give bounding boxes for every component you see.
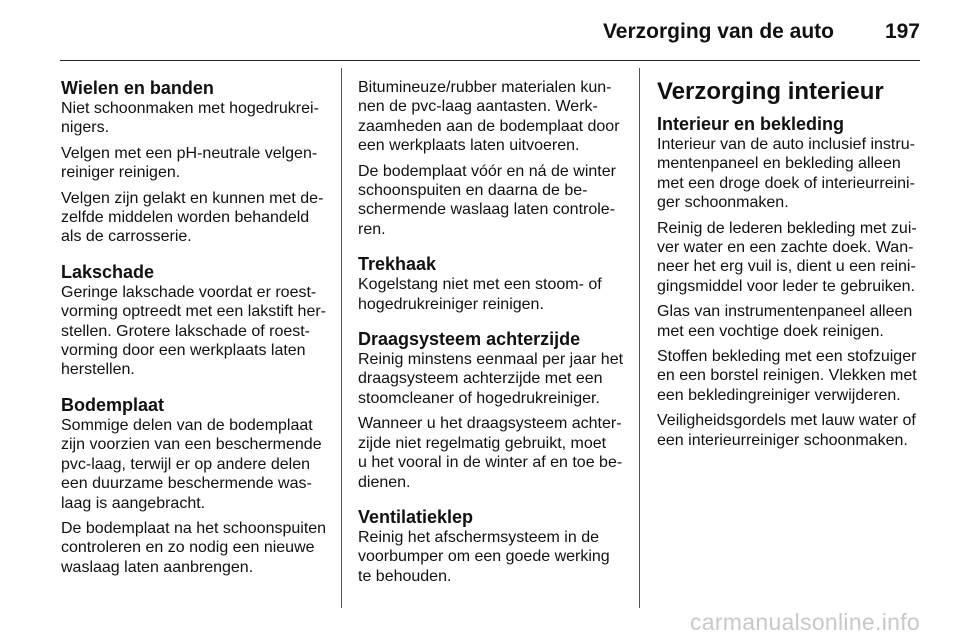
text-line: zijn voorzien van een beschermende	[61, 436, 322, 454]
section-heading: Lakschade	[61, 261, 155, 282]
section	[358, 507, 623, 586]
text-line: een interieurreiniger schoonmaken.	[657, 431, 908, 449]
paragraph	[61, 283, 327, 380]
text-line: zelfde middelen worden behandeld	[61, 209, 310, 227]
column-divider	[341, 68, 342, 608]
section-heading: Ventilatieklep	[358, 506, 474, 527]
page-title: Verzorging van de auto	[602, 20, 834, 43]
text-line: vorming door een werkplaats laten	[61, 342, 306, 360]
paragraph	[657, 411, 922, 450]
text-line: Velgen zijn gelakt en kunnen met de-	[61, 189, 324, 207]
text-line: laag is aangebracht.	[61, 494, 206, 512]
section-heading: Wielen en banden	[61, 78, 214, 98]
text-line: een werkplaats laten uitvoeren.	[358, 137, 580, 155]
text-line: nen de pvc-laag aantasten. Werk-	[358, 98, 598, 116]
text-line: Velgen met een pH-neutrale velgen-	[61, 144, 318, 162]
section-heading: Draagsysteem achterzijde	[358, 329, 581, 350]
section-heading: Interieur en bekleding	[657, 114, 845, 134]
watermark: carmanualsonline.info	[689, 609, 920, 635]
text-line: Reinig minstens eenmaal per jaar het	[358, 351, 624, 369]
section	[61, 395, 327, 577]
section	[358, 78, 623, 239]
text-line: controleren en zo nodig een nieuwe	[61, 539, 315, 557]
text-line: dienen.	[358, 473, 411, 491]
text-line: u het vooral in de winter af en toe be-	[358, 454, 623, 472]
text-line: met een droge doek of interieurreini-	[657, 174, 915, 192]
paragraph	[657, 219, 922, 297]
paragraph	[358, 275, 623, 314]
section-heading: Trekhaak	[358, 254, 437, 275]
text-line: nigers.	[61, 119, 110, 137]
text-line: schermende waslaag laten controle-	[358, 201, 616, 219]
column-right	[657, 78, 922, 465]
text-line: stellen. Grotere lakschade of roest-	[61, 322, 311, 340]
text-line: te behouden.	[358, 567, 452, 585]
paragraph	[657, 347, 922, 405]
column-left	[61, 78, 327, 592]
text-line: Stoffen bekleding met een stofzuiger	[657, 348, 917, 366]
text-line: een duurzame beschermende was-	[61, 475, 312, 493]
column-middle	[358, 78, 623, 601]
text-line: schoonspuiten en daarna de be-	[358, 182, 588, 200]
text-line: Reinig het afschermsysteem in de	[358, 528, 599, 546]
section	[358, 254, 623, 314]
text-line: draagsysteem achterzijde met een	[358, 370, 603, 388]
text-line: waslaag laten aanbrengen.	[61, 558, 254, 576]
paragraph	[61, 189, 327, 247]
paragraph	[61, 519, 327, 577]
text-line: ver water en een zachte doek. Wan-	[657, 239, 914, 257]
text-line: vorming optreedt met een lakstift her-	[61, 303, 327, 321]
page-number: 197	[884, 20, 920, 43]
text-line: Geringe lakschade voordat er roest-	[61, 283, 317, 301]
paragraph	[657, 135, 922, 213]
text-line: Bitumineuze/rubber materialen kun-	[358, 79, 612, 96]
section	[61, 78, 327, 247]
text-line: zijde niet regelmatig gebruikt, moet	[358, 434, 607, 452]
text-line: ren.	[358, 220, 386, 238]
text-line: met een vochtige doek reinigen.	[657, 322, 884, 340]
text-line: als de carrosserie.	[61, 228, 192, 246]
text-line: Sommige delen van de bodemplaat	[61, 416, 313, 434]
text-line: pvc-laag, terwijl er op andere delen	[61, 455, 311, 473]
section	[657, 114, 922, 450]
text-line: Interieur van de auto inclusief instru-	[657, 136, 915, 153]
paragraph	[61, 144, 327, 183]
text-line: Kogelstang niet met een stoom- of	[358, 276, 602, 294]
paragraph	[657, 302, 922, 341]
chapter-title: Verzorging interieur	[657, 78, 884, 105]
paragraph	[61, 99, 327, 138]
header-rule	[60, 60, 920, 61]
text-line: een bekledingreiniger verwijderen.	[657, 386, 901, 404]
text-line: Reinig de lederen bekleding met zui-	[657, 219, 917, 237]
text-line: stoomcleaner of hogedrukreiniger.	[358, 389, 600, 407]
text-line: mentenpaneel en bekleding alleen	[657, 155, 901, 173]
section	[358, 329, 623, 492]
section	[61, 262, 327, 380]
text-line: herstellen.	[61, 361, 135, 379]
text-line: voorbumper om een goede werking	[358, 548, 610, 566]
text-line: Niet schoonmaken met hogedrukrei-	[61, 100, 319, 117]
text-line: Wanneer u het draagsysteem achter-	[358, 415, 622, 433]
section-heading: Bodemplaat	[61, 394, 165, 415]
paragraph	[61, 416, 327, 513]
text-line: reiniger reinigen.	[61, 164, 181, 182]
text-line: Glas van instrumentenpaneel alleen	[657, 303, 913, 321]
column-divider	[639, 68, 640, 608]
paragraph	[358, 528, 623, 586]
paragraph	[358, 350, 623, 408]
text-line: hogedrukreiniger reinigen.	[358, 295, 544, 313]
text-line: De bodemplaat vóór en ná de winter	[358, 162, 616, 180]
text-line: neer het erg vuil is, dient u een reini-	[657, 258, 916, 276]
text-line: zaamheden aan de bodemplaat door	[358, 117, 620, 135]
text-line: Veiligheidsgordels met lauw water of	[657, 412, 916, 430]
paragraph	[358, 162, 623, 240]
text-line: ger schoonmaken.	[657, 194, 789, 212]
paragraph	[358, 414, 623, 492]
text-line: gingsmiddel voor leder te gebruiken.	[657, 277, 915, 295]
paragraph	[358, 78, 623, 156]
text-line: De bodemplaat na het schoonspuiten	[61, 519, 327, 537]
text-line: en een borstel reinigen. Vlekken met	[657, 367, 917, 385]
